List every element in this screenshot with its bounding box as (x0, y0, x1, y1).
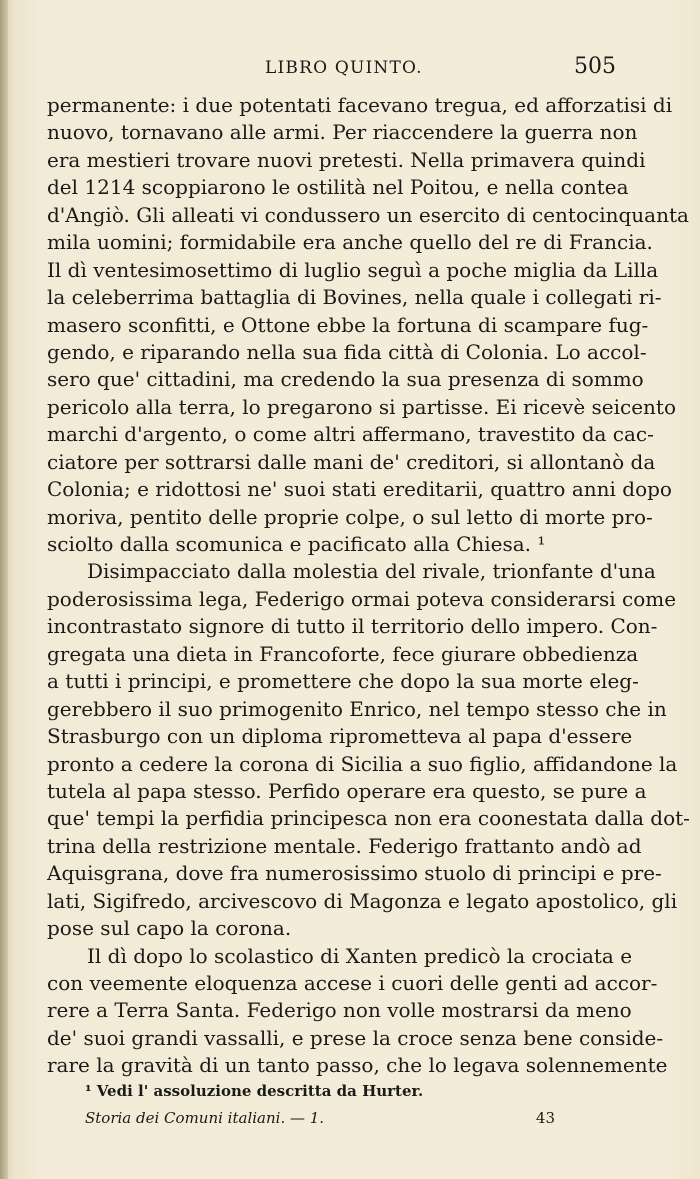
text-line: gregata una dieta in Francoforte, fece giurare obbedienza (47, 641, 639, 666)
text-line: pericolo alla terra, lo pregarono si partisse. Ei ricevè seicento (47, 394, 677, 419)
text-line: lati, Sigifredo, arcivescovo di Magonza e legato apostolico, gli (47, 888, 678, 913)
text-line: moriva, pentito delle proprie colpe, o sul letto di morte pro- (47, 504, 653, 529)
text-line: sero que' cittadini, ma credendo la sua presenza di sommo (47, 367, 644, 392)
text-line: con veemente eloquenza accese i cuori delle genti ad accor- (47, 971, 658, 995)
text-line: rere a Terra Santa. Federigo non volle mostrarsi da meno (47, 998, 632, 1023)
page-number: 505 (574, 54, 616, 79)
text-line: que' tempi la perfidia principesca non era coonestata dalla dot- (47, 806, 690, 831)
text-line: Colonia; e ridottosi ne' suoi stati ereditarii, quattro anni dopo (47, 477, 672, 502)
text-line: marchi d'argento, o come altri affermano, travestito da cac- (47, 422, 654, 447)
text-line: a tutti i principi, e promettere che dopo la sua morte eleg- (47, 669, 639, 694)
text-line: de' suoi grandi vassalli, e prese la croce senza bene conside- (47, 1025, 664, 1050)
text-line-paragraph-start: Il dì dopo lo scolastico di Xanten predicò la crociata e (87, 943, 633, 968)
text-line: era mestieri trovare nuovi pretesti. Nella primavera quindi (47, 147, 646, 172)
text-line: del 1214 scoppiarono le ostilità nel Poitou, e nella contea (47, 175, 629, 200)
page-spine-shadow (0, 0, 8, 1179)
text-line: Il dì ventesimosettimo di luglio seguì a poche miglia da Lilla (47, 257, 659, 282)
body-text (47, 92, 690, 1080)
signature-title: Storia dei Comuni italiani. — 1. (85, 1109, 325, 1127)
text-line: d'Angiò. Gli alleati vi condussero un esercito di centocinquanta (47, 202, 689, 227)
signature-mark: 43 (535, 1109, 555, 1127)
text-line: nuovo, tornavano alle armi. Per riaccendere la guerra non (47, 120, 638, 145)
text-line-paragraph-start: Disimpacciato dalla molestia del rivale, trionfante d'una (87, 559, 656, 584)
text-line: la celeberrima battaglia di Bovines, nella quale i collegati ri- (47, 285, 662, 310)
text-line: Strasburgo con un diploma riprometteva al papa d'essere (47, 724, 633, 749)
footnote: ¹ Vedi l' assoluzione descritta da Hurter. (85, 1082, 424, 1100)
page-header (0, 52, 700, 84)
text-line: masero sconfitti, e Ottone ebbe la fortuna di scampare fug- (47, 312, 649, 337)
text-line: trina della restrizione mentale. Federigo frattanto andò ad (47, 833, 642, 858)
text-line: tutela al papa stesso. Perfido operare era questo, se pure a (47, 778, 647, 803)
running-title: LIBRO QUINTO. (265, 58, 423, 78)
text-line: rare la gravità di un tanto passo, che lo legava solennemente (47, 1053, 668, 1078)
text-line-paragraph-end: pose sul capo la corona. (47, 916, 292, 941)
text-line: gendo, e riparando nella sua fida città di Colonia. Lo accol- (47, 339, 647, 364)
text-line: permanente: i due potentati facevano tregua, ed afforzatisi di (47, 93, 673, 117)
text-line: incontrastato signore di tutto il territorio dello impero. Con- (47, 614, 658, 639)
text-line-paragraph-end: sciolto dalla scomunica e pacificato alla Chiesa. ¹ (47, 532, 546, 556)
text-line: gerebbero il suo primogenito Enrico, nel tempo stesso che in (47, 696, 667, 721)
text-line: pronto a cedere la corona di Sicilia a suo figlio, affidandone la (47, 751, 678, 776)
text-line: mila uomini; formidabile era anche quello del re di Francia. (47, 230, 653, 255)
text-line: ciatore per sottrarsi dalle mani de' creditori, si allontanò da (47, 449, 656, 474)
text-line: poderosissima lega, Federigo ormai poteva considerarsi come (47, 586, 677, 611)
text-line: Aquisgrana, dove fra numerosissimo stuolo di principi e pre- (47, 861, 662, 886)
printer-signature (85, 1109, 555, 1127)
